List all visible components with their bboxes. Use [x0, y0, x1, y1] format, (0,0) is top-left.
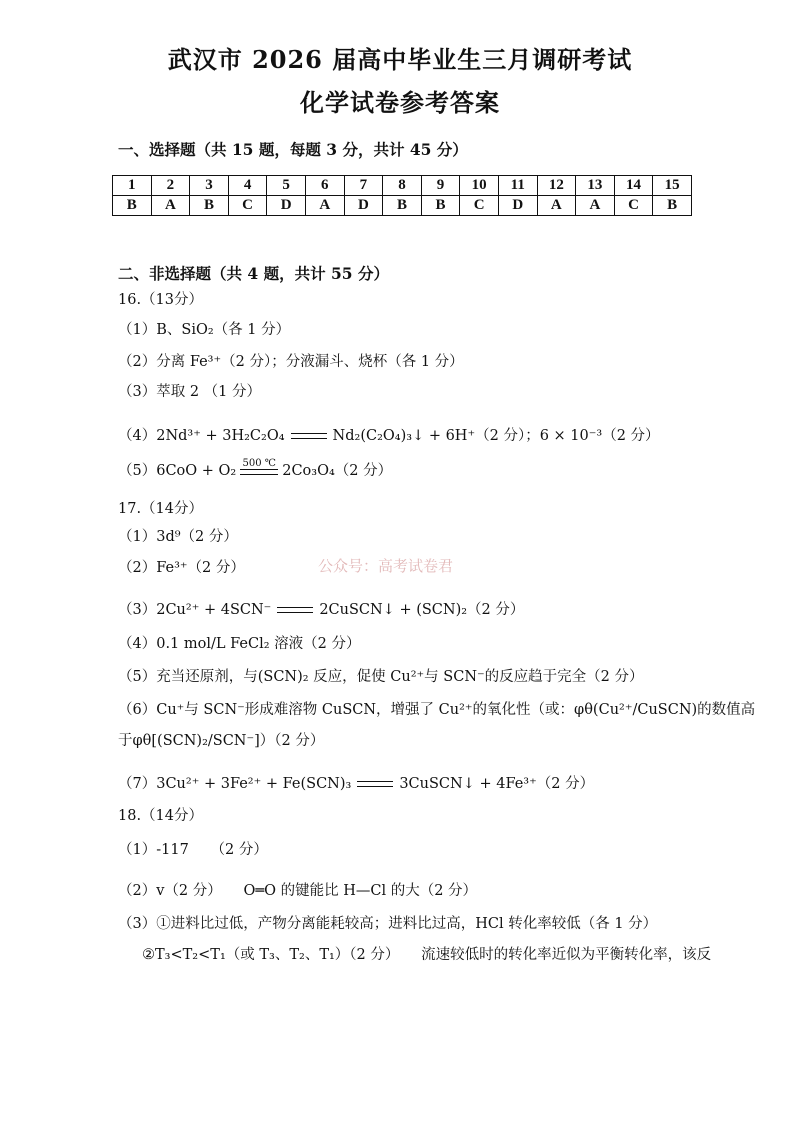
- question-number-cell: 12: [537, 176, 576, 196]
- q16-answer-5: [118, 458, 392, 480]
- q16-answer-5-products: 2Co₃O₄（2 分）: [282, 463, 393, 479]
- question-number-cell: 4: [228, 176, 267, 196]
- reaction-condition: [240, 458, 278, 480]
- q18-heading: 18.（14分）: [118, 808, 204, 824]
- answer-cell: B: [653, 196, 692, 216]
- q16-answer-3: （3）萃取 2 （1 分）: [118, 384, 262, 400]
- answer-table-answer-row: [113, 196, 692, 216]
- q16-answer-4-reactants: （4）2Nd³⁺ + 3H₂C₂O₄: [118, 428, 285, 444]
- question-number-cell: 1: [113, 176, 152, 196]
- answer-cell: C: [228, 196, 267, 216]
- page-title-line2: 化学试卷参考答案: [300, 88, 500, 117]
- question-number-cell: 14: [614, 176, 653, 196]
- q17-answer-3-products: 2CuSCN↓ + (SCN)₂（2 分）: [319, 602, 525, 618]
- q16-answer-5-reactants: （5）6CoO + O₂: [118, 463, 237, 479]
- answer-cell: B: [190, 196, 229, 216]
- answer-cell: B: [421, 196, 460, 216]
- question-number-cell: 9: [421, 176, 460, 196]
- question-number-cell: 15: [653, 176, 692, 196]
- question-number-cell: 7: [344, 176, 383, 196]
- answer-table-number-row: [113, 176, 692, 196]
- q17-answer-6-line1: （6）Cu⁺与 SCN⁻形成难溶物 CuSCN，增强了 Cu²⁺的氧化性（或：φθ(Cu²⁺/CuSCN)的数值高: [118, 702, 756, 718]
- q17-answer-3: [118, 598, 524, 619]
- equation-equals-sign: [291, 433, 327, 439]
- answer-cell: D: [498, 196, 537, 216]
- q17-heading: 17.（14分）: [118, 501, 204, 517]
- q18-answer-2: （2）v（2 分） O═O 的键能比 H—Cl 的大（2 分）: [118, 883, 478, 899]
- q17-answer-5: （5）充当还原剂，与(SCN)₂ 反应，促使 Cu²⁺与 SCN⁻的反应趋于完全（2 分）: [118, 669, 644, 685]
- question-number-cell: 3: [190, 176, 229, 196]
- q17-answer-2: （2）Fe³⁺（2 分）: [118, 560, 245, 576]
- equation-equals-sign: [357, 781, 393, 787]
- q17-answer-3-reactants: （3）2Cu²⁺ + 4SCN⁻: [118, 602, 272, 618]
- q18-answer-3-part2: ②T₃<T₂<T₁（或 T₃、T₂、T₁）（2 分） 流速较低时的转化率近似为平衡转化率，该反: [142, 947, 712, 963]
- answer-table: [112, 175, 692, 216]
- q17-answer-6-line2: 于φθ[(SCN)₂/SCN⁻]）（2 分）: [118, 733, 325, 749]
- section-nonchoice-heading: 二、非选择题（共 4 题，共计 55 分）: [118, 264, 389, 283]
- q16-answer-4-products: Nd₂(C₂O₄)₃↓ + 6H⁺（2 分）；6 × 10⁻³（2 分）: [332, 428, 660, 444]
- answer-cell: B: [113, 196, 152, 216]
- answer-cell: C: [460, 196, 499, 216]
- q17-answer-4: （4）0.1 mol/L FeCl₂ 溶液（2 分）: [118, 636, 361, 652]
- reaction-condition-text: 500 ℃: [242, 458, 276, 469]
- question-number-cell: 11: [498, 176, 537, 196]
- answer-cell: D: [344, 196, 383, 216]
- q18-answer-1: （1）-117 （2 分）: [118, 842, 268, 858]
- equation-equals-sign: [277, 607, 313, 613]
- answer-cell: A: [151, 196, 190, 216]
- q17-answer-7-reactants: （7）3Cu²⁺ + 3Fe²⁺ + Fe(SCN)₃: [118, 776, 352, 792]
- equation-equals-sign: [240, 469, 278, 475]
- question-number-cell: 8: [383, 176, 422, 196]
- question-number-cell: 2: [151, 176, 190, 196]
- answer-cell: A: [576, 196, 615, 216]
- answer-cell: D: [267, 196, 306, 216]
- q17-answer-1: （1）3d⁹（2 分）: [118, 529, 238, 545]
- question-number-cell: 10: [460, 176, 499, 196]
- section-choice-heading: 一、选择题（共 15 题，每题 3 分，共计 45 分）: [118, 140, 468, 159]
- page-title-line1: 武汉市 2026 届高中毕业生三月调研考试: [167, 45, 633, 74]
- q16-answer-4: [118, 424, 660, 445]
- question-number-cell: 6: [305, 176, 344, 196]
- q17-answer-7: [118, 772, 594, 793]
- answer-cell: B: [383, 196, 422, 216]
- watermark-text: 公众号：高考试卷君: [318, 557, 454, 575]
- q18-answer-3-part1: （3）①进料比过低，产物分离能耗较高；进料比过高，HCl 转化率较低（各 1 分）: [118, 916, 658, 932]
- answer-cell: A: [305, 196, 344, 216]
- q16-answer-1: （1）B、SiO₂（各 1 分）: [118, 322, 291, 338]
- question-number-cell: 13: [576, 176, 615, 196]
- answer-cell: A: [537, 196, 576, 216]
- q16-answer-2: （2）分离 Fe³⁺（2 分）；分液漏斗、烧杯（各 1 分）: [118, 354, 464, 370]
- q16-heading: 16.（13分）: [118, 292, 204, 308]
- answer-cell: C: [614, 196, 653, 216]
- question-number-cell: 5: [267, 176, 306, 196]
- q17-answer-7-products: 3CuSCN↓ + 4Fe³⁺（2 分）: [399, 776, 595, 792]
